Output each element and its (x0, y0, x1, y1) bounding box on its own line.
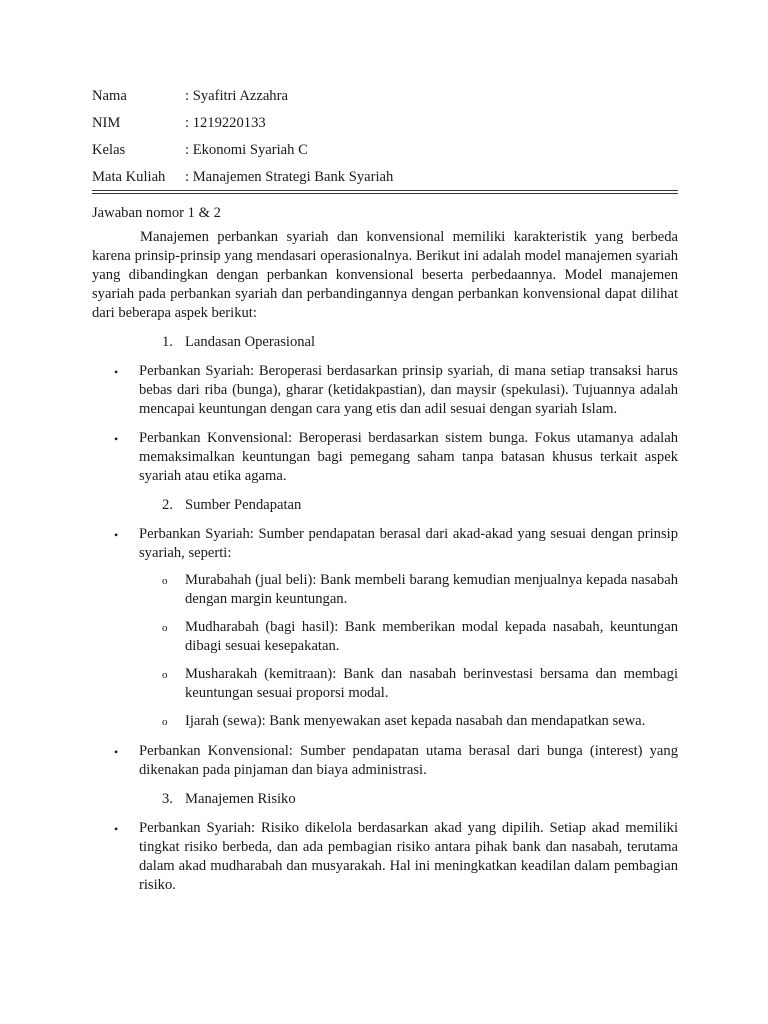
circle-bullet-icon: o (162, 622, 168, 634)
intro-paragraph: Manajemen perbankan syariah dan konvensional memiliki karakteristik yang berbeda karena prinsip-prinsip yang mendasari operasionalnya. Berikut ini adalah model manajemen syariah yang dibandingkan dengan perbankan konvensional beserta perbedaannya. Model manajemen syariah pada perbankan syariah dan perbandingannya dengan perbankan konvensional dapat dilihat dari beberapa aspek berikut: (92, 229, 678, 321)
section-title: Landasan Operasional (185, 334, 316, 350)
identity-value: : Manajemen Strategi Bank Syariah (185, 169, 394, 185)
bullet-icon: • (114, 745, 119, 759)
document-page (92, 86, 678, 895)
bullet-text: Perbankan Konvensional: Sumber pendapatan utama berasal dari bunga (interest) yang dikenakan pada pinjaman dan biaya administrasi. (139, 743, 678, 778)
bullet-text: Perbankan Konvensional: Beroperasi berdasarkan sistem bunga. Fokus utamanya adalah memaksimalkan keuntungan bagi pemegang saham tanpa batasan khusus terkait aspek syariah atau etika agama. (139, 430, 678, 484)
section-number: 3. (162, 791, 173, 807)
identity-value: : Syafitri Azzahra (185, 88, 288, 104)
identity-value: : Ekonomi Syariah C (185, 142, 308, 158)
bullet-text: Perbankan Syariah: Risiko dikelola berdasarkan akad yang dipilih. Setiap akad memiliki tingkat risiko berbeda, dan ada pembagian risiko antara pihak bank dan nasabah, terutama dalam akad mudharabah dan musyarakah. Hal ini meningkatkan keadilan dalam pembagian risiko. (139, 820, 678, 893)
circle-bullet-icon: o (162, 716, 168, 728)
sub-item-text: Mudharabah (bagi hasil): Bank memberikan modal kepada nasabah, keuntungan dibagi sesuai kesepakatan. (185, 619, 678, 654)
bullet-item (114, 429, 678, 486)
bullet-icon: • (114, 528, 119, 542)
sub-item (162, 618, 678, 656)
bullet-icon: • (114, 432, 119, 446)
bullet-text: Perbankan Syariah: Sumber pendapatan berasal dari akad-akad yang sesuai dengan prinsip syariah, seperti: (139, 526, 678, 561)
bullet-icon: • (114, 365, 119, 379)
circle-bullet-icon: o (162, 575, 168, 587)
identity-row-mata-kuliah (92, 167, 678, 194)
identity-label: Kelas (92, 142, 126, 158)
section-title: Sumber Pendapatan (185, 497, 302, 513)
bullet-text: Perbankan Syariah: Beroperasi berdasarkan prinsip syariah, di mana setiap transaksi harus bebas dari riba (bunga), gharar (ketidakpastian), dan maysir (spekulasi). Tujuannya adalah mencapai keuntungan dengan cara yang etis dan adil sesuai dengan syariah Islam. (139, 363, 678, 417)
answer-heading: Jawaban nomor 1 & 2 (92, 205, 221, 221)
identity-row-kelas (92, 140, 678, 167)
sub-item-text: Murabahah (jual beli): Bank membeli barang kemudian menjualnya kepada nasabah dengan margin keuntungan. (185, 572, 678, 607)
identity-block (92, 86, 678, 194)
bullet-item (114, 525, 678, 563)
circle-bullet-icon: o (162, 669, 168, 681)
section-number: 2. (162, 497, 173, 513)
identity-label: Mata Kuliah (92, 169, 166, 185)
sub-item (162, 571, 678, 609)
sub-item-text: Musharakah (kemitraan): Bank dan nasabah berinvestasi bersama dan membagi keuntungan sesuai proporsi modal. (185, 666, 678, 701)
section-title: Manajemen Risiko (185, 791, 296, 807)
identity-row-nama (92, 86, 678, 113)
section-number: 1. (162, 334, 173, 350)
sub-item-text: Ijarah (sewa): Bank menyewakan aset kepada nasabah dan mendapatkan sewa. (185, 713, 646, 729)
identity-row-nim (92, 113, 678, 140)
section-heading-1 (162, 333, 678, 352)
bullet-item (114, 819, 678, 895)
identity-value: : 1219220133 (185, 115, 266, 131)
sub-item (162, 665, 678, 703)
identity-label: Nama (92, 88, 127, 104)
bullet-icon: • (114, 822, 119, 836)
bullet-item (114, 362, 678, 419)
sub-item (162, 712, 678, 732)
section-heading-2 (162, 496, 678, 515)
section-heading-3 (162, 790, 678, 809)
identity-label: NIM (92, 115, 121, 131)
bullet-item (114, 742, 678, 780)
